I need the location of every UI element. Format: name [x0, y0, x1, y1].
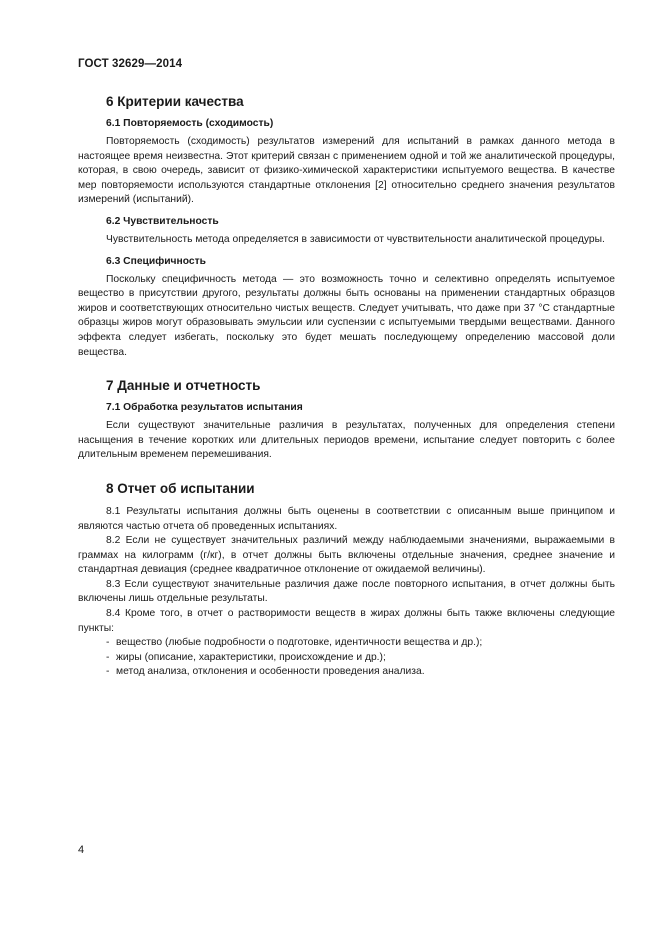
paragraph: 8.4 Кроме того, в отчет о растворимости веществ в жирах должны быть также включены следующие пункты:: [78, 608, 615, 634]
list-item: [78, 665, 615, 680]
section-7: [78, 378, 615, 463]
list-marker: -: [106, 651, 110, 663]
subsection-title: 6.1 Повторяемость (сходимость): [106, 118, 274, 129]
list-item: [78, 636, 615, 651]
paragraph: Чувствительность метода определяется в зависимости от чувствительности аналитической процедуры.: [106, 233, 605, 245]
document-id: ГОСТ 32629—2014: [78, 58, 183, 70]
report-items-list: [78, 636, 615, 680]
list-marker: -: [106, 637, 110, 649]
page-content: [78, 82, 615, 680]
section-title: 8 Отчет об испытании: [106, 480, 255, 496]
paragraph: 8.2 Если не существует значительных различий между наблюдаемыми значениями, выражаемыми в граммах на килограмм (г/кг), в отчет должны быть включены отдельные значения, среднее значение и стандартная девиация (среднее квадратичное отклонение от ожидаемой величины).: [78, 535, 615, 576]
list-item: [78, 651, 615, 666]
section-8: [78, 481, 615, 680]
subsection-title: 6.3 Специфичность: [106, 255, 207, 267]
list-marker: -: [106, 666, 110, 678]
paragraph: 8.1 Результаты испытания должны быть оценены в соответствии с описанным выше принципом и являются частью отчета об проведенных испытаниях.: [78, 505, 615, 532]
section-title: 7 Данные и отчетность: [106, 378, 261, 394]
paragraph: Поскольку специфичность метода — это возможность точно и селективно определять испытуемое вещество в присутствии другого, результаты должны быть основаны на применении стандартных образцов жиров и соответствующих относительно чистых веществ. Следует учитывать, что даже при 37 °C стандартные образцы жиров могут образовывать эмульсии или суспензии с испытуемыми твердыми веществами. Данного эффекта следует избегать, поскольку это будет мешать последующему определению массовой доли вещества.: [78, 273, 615, 358]
list-item-text: метод анализа, отклонения и особенности проведения анализа.: [116, 666, 425, 678]
list-item-text: вещество (любые подробности о подготовке, идентичности вещества и др.);: [116, 637, 483, 649]
section-title: 6 Критерии качества: [106, 94, 244, 109]
page-number: 4: [78, 844, 85, 856]
subsection-title: 6.2 Чувствительность: [106, 215, 219, 227]
paragraph: 8.3 Если существуют значительные различия даже после повторного испытания, в отчет должны быть включены лишь отдельные результаты.: [78, 578, 615, 605]
paragraph: Если существуют значительные различия в результатах, полученных для определения степени насыщения в течение коротких или длительных периодов времени, испытание следует повторить с более длительным временем перемешивания.: [78, 420, 615, 461]
list-item-text: жиры (описание, характеристики, происхождение и др.);: [116, 651, 386, 663]
paragraph: Повторяемость (сходимость) результатов измерений для испытаний в рамках данного метода в настоящее время неизвестна. Этот критерий связан с применением одной и той же аналитической процедуры, которая, в свою очередь, зависит от физико-химической характеристики испытуемого вещества. В качестве мер повторяемости используются стандартные отклонения [2] относительно среднего значения результатов измерений (испытаний).: [78, 136, 615, 206]
subsection-title: 7.1 Обработка результатов испытания: [106, 402, 303, 414]
section-6: [78, 94, 615, 360]
